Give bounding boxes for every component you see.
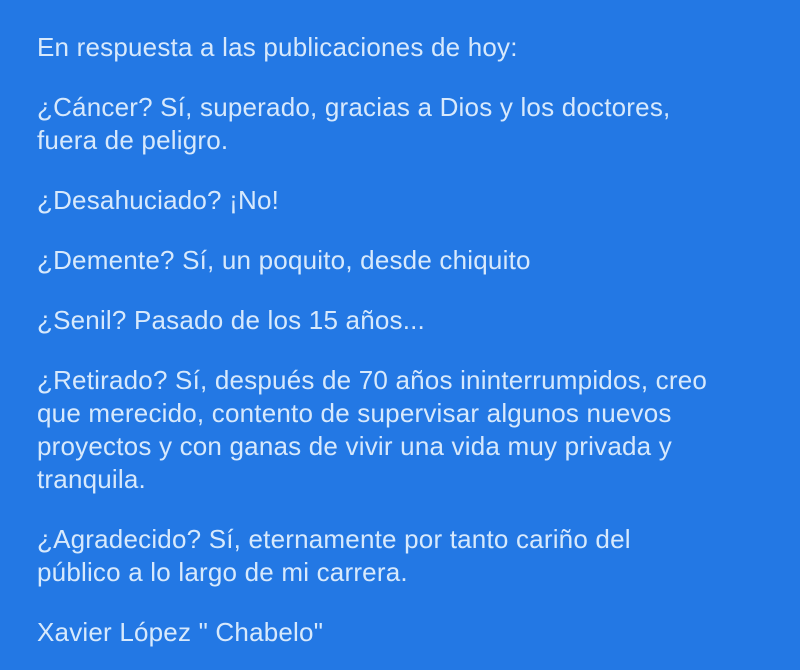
- post-paragraph-agradecido: [37, 523, 782, 589]
- post-paragraph-demente: [37, 244, 782, 277]
- post-text-line: ¿Cáncer? Sí, superado, gracias a Dios y los doctores,: [37, 92, 671, 122]
- post-text-line: que merecido, contento de supervisar algunos nuevos: [37, 398, 672, 428]
- post-paragraph-intro: [37, 31, 782, 64]
- post-paragraph-desahuciado: [37, 184, 782, 217]
- signature-line: Xavier López " Chabelo": [37, 617, 324, 647]
- post-text-line: ¿Senil? Pasado de los 15 años...: [37, 305, 425, 335]
- post-paragraph-retirado: [37, 364, 782, 496]
- post-signature: [37, 616, 782, 649]
- post-paragraph-senil: [37, 304, 782, 337]
- post-text-line: público a lo largo de mi carrera.: [37, 557, 408, 587]
- post-text-line: ¿Agradecido? Sí, eternamente por tanto cariño del: [37, 524, 631, 554]
- post-text-line: ¿Desahuciado? ¡No!: [37, 185, 280, 215]
- post-text-line: En respuesta a las publicaciones de hoy:: [37, 32, 518, 62]
- post-text-line: fuera de peligro.: [37, 125, 229, 155]
- post-text-line: ¿Demente? Sí, un poquito, desde chiquito: [37, 245, 531, 275]
- post-text-line: proyectos y con ganas de vivir una vida muy privada y: [37, 431, 672, 461]
- post-text-line: tranquila.: [37, 464, 146, 494]
- post-text-line: ¿Retirado? Sí, después de 70 años ininterrumpidos, creo: [37, 365, 708, 395]
- post-paragraph-cancer: [37, 91, 782, 157]
